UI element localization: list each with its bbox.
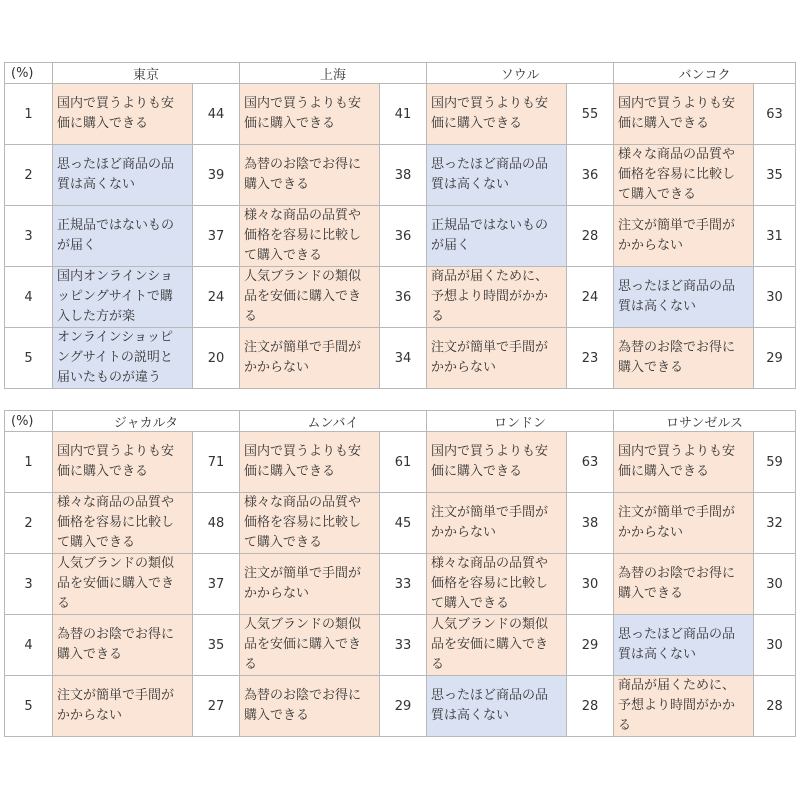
percent-value: 44 (193, 84, 240, 145)
percent-value: 35 (754, 145, 796, 206)
percent-value: 28 (754, 676, 796, 737)
reason-cell (614, 554, 754, 615)
rank-label: 1 (5, 84, 53, 145)
reason-text: 注文が簡単で手間が かからない (244, 566, 362, 601)
rank-label: 1 (5, 432, 53, 493)
table-row (5, 206, 796, 267)
reason-text: 注文が簡単で手間が かからない (431, 340, 549, 375)
reason-text: 様々な商品の品質や 価格を容易に比較し て購入できる (618, 147, 736, 202)
city-header: ムンバイ (240, 411, 427, 432)
city-header: ソウル (427, 63, 614, 84)
reason-text: 人気ブランドの類似 品を安価に購入でき る (57, 556, 175, 611)
reason-cell (614, 267, 754, 328)
percent-value: 29 (567, 615, 614, 676)
city-header: 上海 (240, 63, 427, 84)
reason-cell (614, 676, 754, 737)
reason-cell (614, 84, 754, 145)
reason-cell (427, 84, 567, 145)
reason-cell (53, 615, 193, 676)
reason-cell (53, 676, 193, 737)
reason-text: 注文が簡単で手間が かからない (431, 505, 549, 540)
table-row (5, 145, 796, 206)
reason-text: 商品が届くために、 予想より時間がかか る (618, 678, 736, 733)
reason-text: 様々な商品の品質や 価格を容易に比較し て購入できる (244, 208, 362, 263)
reason-text: 注文が簡単で手間が かからない (618, 505, 736, 540)
percent-value: 20 (193, 328, 240, 389)
reason-text: 為替のお陰でお得に 購入できる (244, 157, 362, 192)
reason-cell (240, 328, 380, 389)
reason-text: オンラインショッピ ングサイトの説明と 届いたものが違う (57, 330, 174, 385)
percent-value: 36 (567, 145, 614, 206)
percent-value: 32 (754, 493, 796, 554)
percent-value: 31 (754, 206, 796, 267)
percent-value: 33 (380, 554, 427, 615)
reason-text: 国内で買うよりも安 価に購入できる (431, 444, 549, 479)
reason-cell (427, 432, 567, 493)
reason-text: 思ったほど商品の品 質は高くない (431, 157, 549, 192)
reason-cell (240, 676, 380, 737)
table-row (5, 328, 796, 389)
percent-value: 28 (567, 206, 614, 267)
reason-cell (53, 554, 193, 615)
reason-cell (240, 84, 380, 145)
city-header: ロサンゼルス (614, 411, 796, 432)
reason-text: 国内で買うよりも安 価に購入できる (244, 96, 362, 131)
percent-value: 36 (380, 206, 427, 267)
rank-label: 5 (5, 328, 53, 389)
percent-value: 30 (567, 554, 614, 615)
reason-text: 為替のお陰でお得に 購入できる (244, 688, 362, 723)
reason-cell (614, 493, 754, 554)
reason-text: 思ったほど商品の品 質は高くない (618, 627, 736, 662)
reason-cell (614, 206, 754, 267)
table-row (5, 676, 796, 737)
city-header: 東京 (53, 63, 240, 84)
reason-cell (614, 145, 754, 206)
ranking-table-1 (4, 62, 796, 389)
reason-cell (53, 145, 193, 206)
reason-text: 為替のお陰でお得に 購入できる (57, 627, 175, 662)
reason-cell (427, 145, 567, 206)
table-row (5, 432, 796, 493)
header-row (5, 411, 796, 432)
reason-text: 思ったほど商品の品 質は高くない (57, 157, 175, 192)
reason-text: 人気ブランドの類似 品を安価に購入でき る (244, 269, 362, 324)
percent-value: 36 (380, 267, 427, 328)
unit-label: (%) (5, 63, 53, 84)
reason-cell (614, 432, 754, 493)
city-header: ロンドン (427, 411, 614, 432)
rank-label: 4 (5, 267, 53, 328)
reason-text: 正規品ではないもの が届く (431, 218, 549, 253)
percent-value: 30 (754, 267, 796, 328)
reason-text: 注文が簡単で手間が かからない (57, 688, 175, 723)
percent-value: 30 (754, 615, 796, 676)
percent-value: 24 (193, 267, 240, 328)
percent-value: 29 (380, 676, 427, 737)
reason-text: 注文が簡単で手間が かからない (618, 218, 736, 253)
reason-cell (427, 676, 567, 737)
reason-text: 国内で買うよりも安 価に購入できる (244, 444, 362, 479)
percent-value: 71 (193, 432, 240, 493)
reason-text: 様々な商品の品質や 価格を容易に比較し て購入できる (244, 495, 362, 550)
unit-label: (%) (5, 411, 53, 432)
reason-cell (427, 554, 567, 615)
reason-cell (240, 432, 380, 493)
reason-cell (53, 328, 193, 389)
percent-value: 29 (754, 328, 796, 389)
rank-label: 2 (5, 493, 53, 554)
reason-text: 国内で買うよりも安 価に購入できる (57, 96, 175, 131)
reason-cell (240, 206, 380, 267)
percent-value: 45 (380, 493, 427, 554)
reason-cell (427, 328, 567, 389)
reason-text: 為替のお陰でお得に 購入できる (618, 340, 736, 375)
reason-cell (53, 267, 193, 328)
reason-cell (53, 432, 193, 493)
reason-cell (53, 206, 193, 267)
reason-text: 思ったほど商品の品 質は高くない (618, 279, 736, 314)
percent-value: 55 (567, 84, 614, 145)
reason-text: 国内で買うよりも安 価に購入できる (57, 444, 175, 479)
table-row (5, 267, 796, 328)
reason-cell (240, 493, 380, 554)
table-row (5, 84, 796, 145)
reason-cell (614, 615, 754, 676)
table-row (5, 615, 796, 676)
table-row (5, 554, 796, 615)
reason-text: 国内で買うよりも安 価に購入できる (618, 96, 736, 131)
percent-value: 41 (380, 84, 427, 145)
reason-text: 人気ブランドの類似 品を安価に購入でき る (244, 617, 362, 672)
reason-cell (427, 493, 567, 554)
reason-cell (427, 615, 567, 676)
percent-value: 63 (567, 432, 614, 493)
reason-cell (240, 615, 380, 676)
percent-value: 27 (193, 676, 240, 737)
percent-value: 59 (754, 432, 796, 493)
percent-value: 39 (193, 145, 240, 206)
table-row (5, 493, 796, 554)
reason-text: 思ったほど商品の品 質は高くない (431, 688, 549, 723)
percent-value: 34 (380, 328, 427, 389)
reason-text: 人気ブランドの類似 品を安価に購入でき る (431, 617, 549, 672)
reason-cell (53, 84, 193, 145)
percent-value: 38 (380, 145, 427, 206)
reason-text: 国内で買うよりも安 価に購入できる (431, 96, 549, 131)
percent-value: 63 (754, 84, 796, 145)
reason-text: 正規品ではないもの が届く (57, 218, 175, 253)
city-header: バンコク (614, 63, 796, 84)
percent-value: 48 (193, 493, 240, 554)
reason-cell (427, 267, 567, 328)
header-row (5, 63, 796, 84)
reason-text: 様々な商品の品質や 価格を容易に比較し て購入できる (57, 495, 175, 550)
percent-value: 30 (754, 554, 796, 615)
percent-value: 61 (380, 432, 427, 493)
percent-value: 23 (567, 328, 614, 389)
reason-cell (614, 328, 754, 389)
rank-label: 3 (5, 206, 53, 267)
rank-label: 4 (5, 615, 53, 676)
reason-cell (240, 554, 380, 615)
reason-text: 注文が簡単で手間が かからない (244, 340, 362, 375)
percent-value: 24 (567, 267, 614, 328)
reason-cell (240, 145, 380, 206)
reason-text: 国内オンラインショ ッピングサイトで購 入した方が楽 (57, 269, 174, 324)
percent-value: 38 (567, 493, 614, 554)
rank-label: 2 (5, 145, 53, 206)
percent-value: 33 (380, 615, 427, 676)
ranking-table-2 (4, 410, 796, 737)
percent-value: 37 (193, 554, 240, 615)
reason-cell (53, 493, 193, 554)
city-header: ジャカルタ (53, 411, 240, 432)
rank-label: 5 (5, 676, 53, 737)
reason-text: 為替のお陰でお得に 購入できる (618, 566, 736, 601)
reason-cell (240, 267, 380, 328)
reason-text: 様々な商品の品質や 価格を容易に比較し て購入できる (431, 556, 549, 611)
reason-text: 国内で買うよりも安 価に購入できる (618, 444, 736, 479)
rank-label: 3 (5, 554, 53, 615)
percent-value: 37 (193, 206, 240, 267)
percent-value: 35 (193, 615, 240, 676)
reason-cell (427, 206, 567, 267)
reason-text: 商品が届くために、 予想より時間がかか る (431, 269, 549, 324)
percent-value: 28 (567, 676, 614, 737)
